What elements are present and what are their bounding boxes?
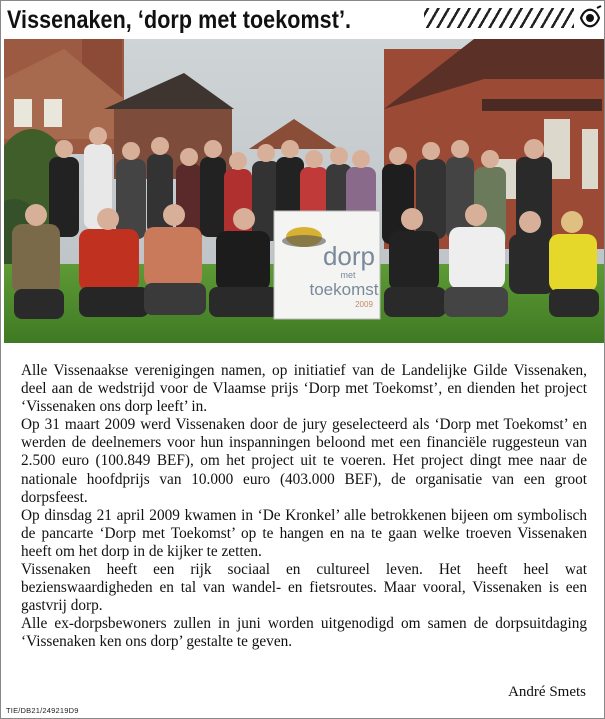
sign-line2: met [340,270,356,280]
paragraph: Vissenaken heeft een rijk sociaal en cultureel leven. Het heeft heel wat bezienswaardigheden en tal van wandel- en fietsroutes. Maar vooral, Vissenaken is een gastvrij dorp. [21,561,587,615]
paragraph: Alle ex-dorpsbewoners zullen in juni worden uitgenodigd om samen de dorpsuitdaging ‘Vissenaken ken ons dorp’ gestalte te geven. [21,615,587,651]
clipping-reference: TIE/DB21/249219D9 [6,706,79,715]
author-byline: André Smets [508,684,586,700]
group-photo [4,39,604,343]
headline: Vissenaken, ‘dorp met toekomst’. [7,5,352,34]
dorp-met-toekomst-sign [274,211,380,319]
sign-line1: dorp [322,241,376,271]
paragraph: Op 31 maart 2009 werd Vissenaken door de jury geselecteerd als ‘Dorp met Toekomst’ en werden de deelnemers voor hun inspanningen beloond met een financiële ruggesteun van 2.500 euro (100.849 BEF), om het project uit te voeren. Het project dingt mee naar de nationale hoofdprijs van 10.000 euro (403.000 BEF), de organisatie van een groot dorpsfeest. [21,416,587,506]
decorative-stripes [424,8,574,28]
eye-icon [577,3,603,33]
sign-year: 2009 [355,300,373,309]
sign-line3: toekomst [309,280,379,299]
paragraph: Op dinsdag 21 april 2009 kwamen in ‘De Kronkel’ alle betrokkenen bijeen om symbolisch de pancarte ‘Dorp met Toekomst’ op te hangen en na te gaan welke troeven Vissenaken heeft om het dorp in de kijker te zetten. [21,506,587,560]
article-body [21,362,587,652]
paragraph: Alle Vissenaakse verenigingen namen, op initiatief van de Landelijke Gilde Vissenaken, deel aan de wedstrijd voor de Vlaamse prijs ‘Dorp met Toekomst’, en dienden het project ‘Vissenaken ons dorp leeft’ in. [21,362,587,416]
